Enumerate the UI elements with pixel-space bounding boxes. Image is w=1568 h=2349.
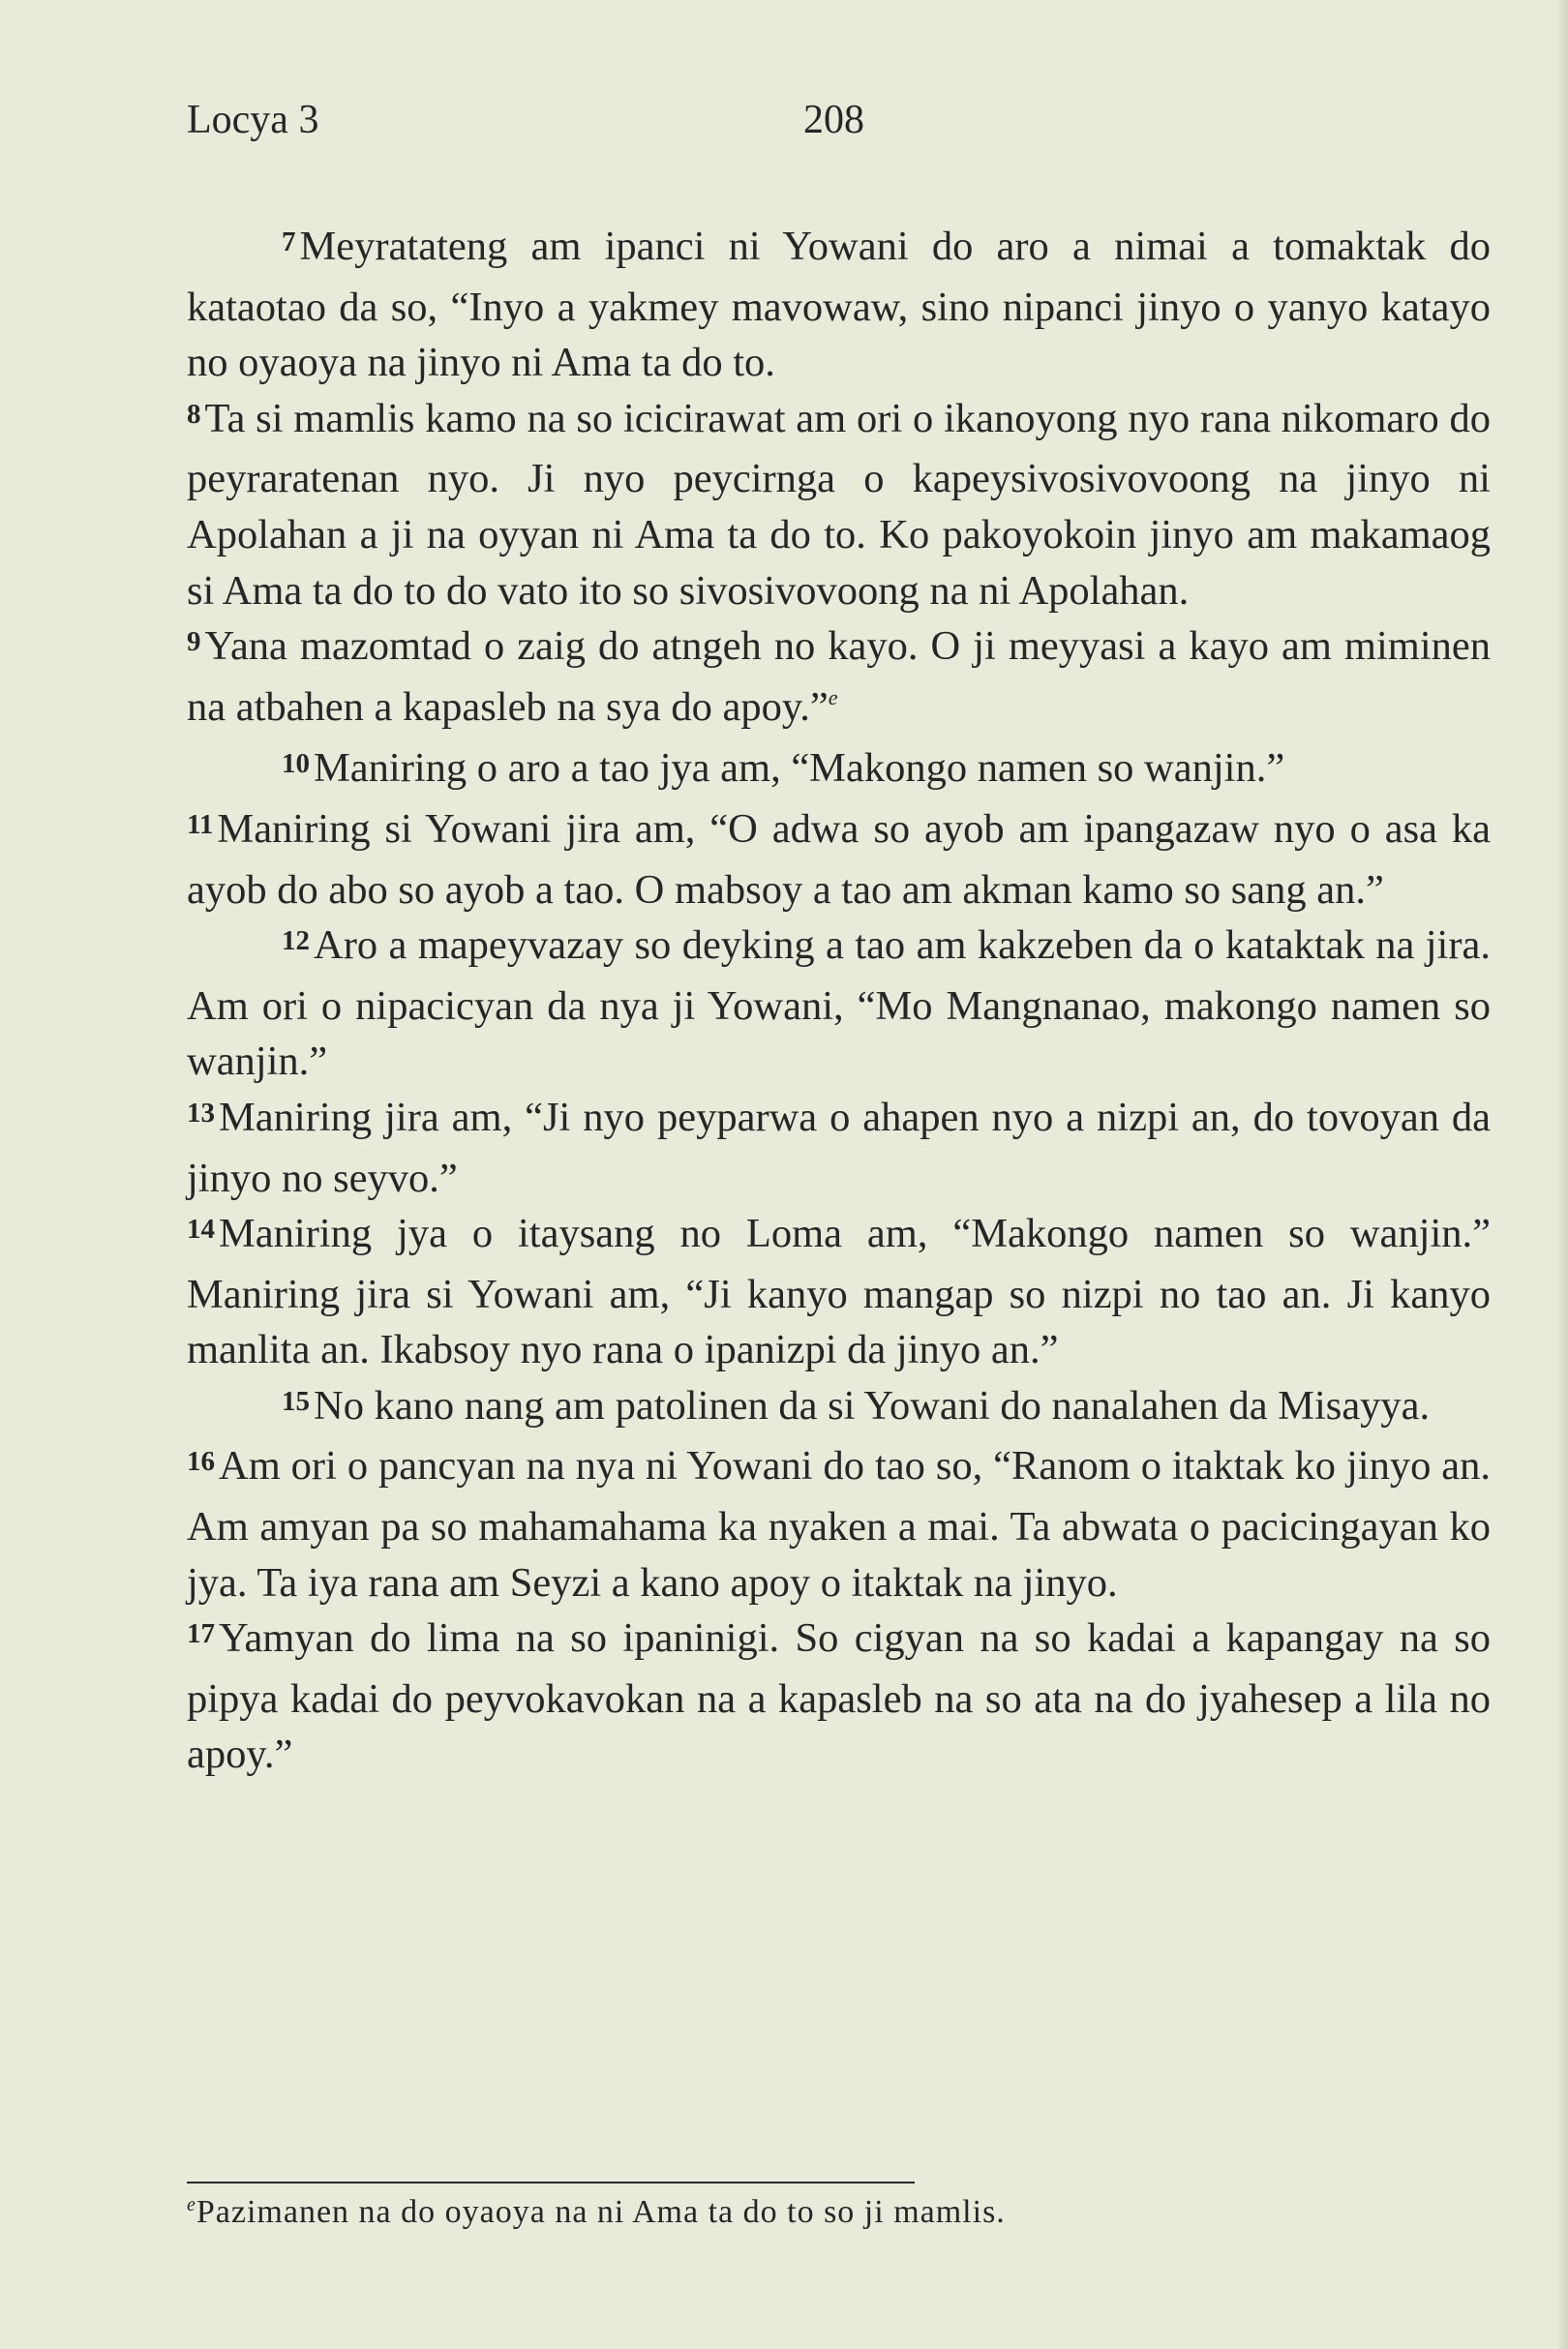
verse-text: Yana mazomtad o zaig do atngeh no kayo. O ji meyyasi a kayo am miminen na atbahen a kapasleb na sya do apoy.” — [187, 623, 1491, 730]
verse-text: Maniring si Yowani jira am, “O adwa so ayob am ipangazaw nyo o asa ka ayob do abo so ayob a tao. O mabsoy a tao am akman kamo so sang an.” — [187, 805, 1491, 913]
verse-text: Am ori o pancyan na nya ni Yowani do tao so, “Ranom o itaktak ko jinyo an. Am amyan pa so mahamahama ka nyaken a mai. Ta abwata o pacicingayan ko jya. Ta iya rana am Seyzi a kano apoy o itaktak na jinyo. — [187, 1443, 1491, 1606]
verse-number: 12 — [282, 925, 310, 957]
verse-16 — [187, 1438, 1491, 1611]
verse-text: Aro a mapeyvazay so deyking a tao am kakzeben da o kataktak na jira. Am ori o nipacicyan da nya ji Yowani, “Mo Mangnanao, makongo namen so wanjin.” — [187, 922, 1491, 1085]
verse-number: 10 — [282, 748, 310, 780]
verse-number: 7 — [282, 226, 296, 257]
page-edge — [1558, 0, 1568, 2349]
footnote-divider — [187, 2182, 915, 2183]
verse-number: 14 — [187, 1214, 215, 1246]
verse-text: Ta si mamlis kamo na so icicirawat am ori o ikanoyong nyo rana nikomaro do peyraratenan nyo. Ji nyo peycirnga o kapeysivosivovoong na jinyo ni Apolahan a ji na oyyan ni Ama ta do to. Ko pakoyokoin jinyo am makamaog si Ama ta do to do vato ito so sivosivovoong na ni Apolahan. — [187, 395, 1491, 614]
verse-10 — [187, 740, 1491, 801]
verse-11 — [187, 801, 1491, 918]
verse-15 — [187, 1378, 1491, 1439]
footnote-letter: e — [187, 2194, 196, 2215]
page-number: 208 — [803, 98, 864, 142]
verse-13 — [187, 1090, 1491, 1206]
book-chapter-title: Locya 3 — [187, 98, 319, 142]
footnote-text: Pazimanen na do oyaoya na ni Ama ta do to so ji mamlis. — [196, 2194, 1006, 2230]
verse-text: Maniring jya o itaysang no Loma am, “Makongo namen so wanjin.” Maniring jira si Yowani am, “Ji kanyo mangap so nizpi no tao an. Ji kanyo manlita an. Ikabsoy nyo rana o ipanizpi da jinyo an.” — [187, 1211, 1491, 1373]
verse-text: Yamyan do lima na so ipaninigi. So cigyan na so kadai a kapangay na so pipya kadai do peyvokavokan na a kapasleb na so ata na do jyahesep a lila no apoy.” — [187, 1615, 1491, 1778]
footnote-marker[interactable]: e — [828, 684, 838, 709]
verse-number: 8 — [187, 398, 201, 430]
verse-text: No kano nang am patolinen da si Yowani do nanalahen da Misayya. — [314, 1382, 1431, 1429]
verse-number: 11 — [187, 808, 214, 840]
scripture-text — [187, 219, 1491, 1783]
verse-number: 13 — [187, 1097, 215, 1129]
running-header — [187, 97, 1493, 155]
verse-14 — [187, 1206, 1491, 1378]
verse-17 — [187, 1611, 1491, 1783]
verse-text: Maniring jira am, “Ji nyo peyparwa o ahapen nyo a nizpi an, do tovoyan da jinyo no seyvo.” — [187, 1094, 1491, 1201]
verse-7 — [187, 219, 1491, 391]
footnote — [187, 2189, 1493, 2240]
verse-text: Meyratateng am ipanci ni Yowani do aro a nimai a tomaktak do kataotao da so, “Inyo a yakmey mavowaw, sino nipanci jinyo o yanyo katayo no oyaoya na jinyo ni Ama ta do to. — [187, 224, 1491, 386]
verse-8 — [187, 391, 1491, 618]
verse-number: 17 — [187, 1618, 215, 1650]
verse-text: Maniring o aro a tao jya am, “Makongo namen so wanjin.” — [314, 745, 1285, 792]
verse-number: 15 — [282, 1385, 310, 1417]
verse-number: 16 — [187, 1446, 215, 1478]
verse-9 — [187, 618, 1491, 740]
verse-12 — [187, 918, 1491, 1090]
verse-number: 9 — [187, 626, 201, 658]
